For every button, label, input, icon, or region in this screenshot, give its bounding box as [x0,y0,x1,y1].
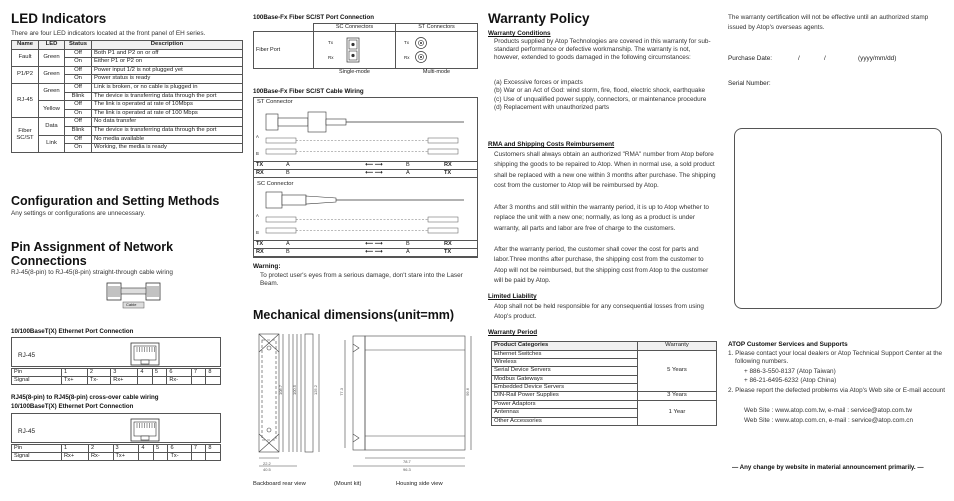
st-connector-cell [396,32,478,69]
signal-label: Signal [12,452,62,460]
tx-label: Tx [404,40,409,45]
led-name-fiber: Fiber SC/ST [12,118,39,152]
pin-number: 4 [139,445,154,453]
eth-connection-title-2: 10/100BaseT(X) Ethernet Port Connection [11,403,134,410]
pin-signal: Rx+ [111,376,138,384]
pin-table-cross [11,444,221,461]
warning-title: Warning: [253,263,281,270]
product-category: Power Adaptors [492,400,638,408]
st-port-icon [414,35,428,65]
support-phone-china: + 86-21-6495-6232 (Atop China) [744,377,837,384]
pin-signal [206,452,221,460]
led-description: The device is transferring data through the port [92,126,243,135]
warranty-header: Warranty [638,342,717,351]
purchase-date-label: Purchase Date: [728,55,773,62]
tx-label: Tx [328,40,333,45]
led-table [11,40,243,153]
st-connector-label: ST Connector [257,99,293,105]
cross-over-title: RJ45(8-pin) to RJ45(8-pin) cross-over cable wiring [11,394,159,401]
product-categories-header: Product Categories [492,342,638,351]
pin-number: 7 [191,445,206,453]
column-fiber-mechanical [253,0,478,501]
st-connectors-header: ST Connectors [396,24,478,32]
wire-arrow: ⟵ ⟶ [344,169,404,177]
wire-arrow: ⟵ ⟶ [344,241,404,249]
led-description: Power input 1/2 is not plugged yet [92,66,243,75]
limited-liability-title: Limited Liability [488,293,537,300]
column-certification-support [728,0,950,501]
column-warranty [488,0,720,501]
warranty-title: Warranty Policy [488,11,590,26]
st-cable-drawing [258,134,473,160]
wire-a: A [284,241,344,249]
wire-rx: RX [254,169,284,177]
product-category: Antennas [492,409,638,417]
serial-number-label: Serial Number: [728,80,771,87]
wire-a: A [284,162,344,170]
pin-number: 8 [206,369,221,377]
date-format: (yyyy/mm/dd) [858,55,897,62]
wire-rx: RX [442,241,477,249]
rj45-label: RJ-45 [18,352,36,359]
support-phone-taiwan: + 886-3-550-8137 (Atop Taiwan) [744,368,836,375]
warranty-conditions-text: Products supplied by Atop Technologies are covered in this warranty for sub-standard performance or defective workmanship. The warranty is not, however, extended to goods damaged in the following circumstances: [494,38,711,61]
wire-rx: RX [442,162,477,170]
rx-label: Rx [328,55,334,60]
led-description: Link is broken, or no cable is plugged in [92,83,243,92]
sc-b-left: B [256,230,259,235]
led-intro: There are four LED indicators located at the front panel of EH series. [11,30,206,37]
pin-number: 6 [167,369,192,377]
product-category: Wireless [492,358,638,366]
pin-number: 5 [153,445,168,453]
pin-number: 8 [206,445,221,453]
wire-b: B [404,241,442,249]
backboard-caption: Backboard rear view [253,481,306,487]
dim-label: 77.3 [339,388,344,396]
st-b-left: B [256,151,259,156]
pin-signal: Rx+ [62,452,89,460]
cable-label: Cable [126,302,137,307]
warranty-duration: 1 Year [638,400,717,425]
pin-number: 6 [168,445,191,453]
wire-a: A [404,169,442,177]
pin-number: 3 [111,369,138,377]
led-status: Off [65,66,92,75]
product-category: Serial Device Servers [492,367,638,375]
led-status: Off [65,83,92,92]
pin-number: 2 [89,445,114,453]
dim-label: 22.2 [263,461,271,466]
config-text: Any settings or configurations are unnecessary. [11,210,146,217]
pin-signal [138,376,153,384]
led-description: No data transfer [92,118,243,127]
wire-tx: TX [254,241,284,249]
pin-label: Pin [12,445,62,453]
wire-a: A [404,248,442,256]
led-status: Off [65,135,92,144]
mount-caption: (Mount kit) [334,481,362,487]
dim-label: 125.2 [313,385,318,396]
multi-mode-label: Multi-mode [422,69,451,76]
led-description: Power status is ready [92,75,243,84]
date-separator: / [798,55,800,62]
pin-signal [191,452,206,460]
footer-note: — Any change by website in material announcement primarily. — [732,464,924,471]
support-item-1: 1. Please contact your local dealers or Atop Technical Support Center at the following numbers. [728,350,943,365]
rj45-jack-icon [130,342,160,366]
pin-signal: Tx- [168,452,191,460]
dim-label: 108.7 [278,385,283,396]
st-connector-drawing [264,106,469,136]
led-type: Data [39,118,65,135]
dim-label: 96.3 [403,467,411,472]
dim-label: 100.5 [292,385,297,396]
sc-connector-drawing [264,187,469,213]
rma-paragraph-2: After 3 months and still within the warranty period, it is up to Atop whether to replace the unit with a new one; normally, as long as a product is under warranty, all parts and labor are free of charge to the customers. [494,204,709,232]
led-name-p1p2: P1/P2 [12,66,39,83]
warning-text: To protect user's eyes from a serious damage, don't stare into the Laser Beam. [260,272,463,287]
config-title: Configuration and Setting Methods [11,194,220,208]
rj45-straight-box [11,337,221,367]
condition-item: (b) War or an Act of God: wind storm, fire, flood, electric shock, earthquake [494,87,706,95]
pin-signal [153,452,168,460]
product-category: DIN-Rail Power Supplies [492,392,638,400]
certification-text: The warranty certification will not be effective until an authorized stamp issued by Atop's overseas agents. [728,14,929,31]
mechanical-drawing [253,330,478,478]
led-description: Both P1 and P2 on or off [92,49,243,58]
fiber-port-table [253,23,478,77]
sc-wiring-table [254,240,477,257]
signal-label: Signal [12,376,62,384]
st-wiring-table [254,161,477,178]
rma-paragraph-3: After the warranty period, the customer shall cover the cost for parts and labor.Three months after purchase, the shipping cost from the customer to Atop will not be reimbursed, but the shipping cost from Atop to the customer will be paid by Atop. [494,246,709,284]
condition-item: (a) Excessive forces or impacts [494,79,583,86]
sc-connectors-header: SC Connectors [314,24,396,32]
rx-label: Rx [404,55,410,60]
sc-a-left: A [256,213,259,218]
condition-item: (c) Use of unqualified power supply, connectors, or maintenance procedure [494,95,707,103]
warranty-duration: 5 Years [638,350,717,392]
rma-title: RMA and Shipping Costs Reimbursement [488,141,615,148]
support-item-2: 2. Please report the defected problems via Atop's Web site or E-mail account [728,387,946,394]
led-color: Green [39,66,65,83]
wire-arrow: ⟵ ⟶ [344,162,404,170]
wire-tx: TX [442,248,477,256]
pin-number: 5 [152,369,167,377]
wire-b: B [284,248,344,256]
led-status: Blink [65,92,92,101]
empty-cell [254,24,314,32]
sc-connector-label: SC Connector [257,181,294,187]
led-title: LED Indicators [11,11,107,26]
led-status: Off [65,101,92,110]
led-description: No media available [92,135,243,144]
product-category: Ethernet Switches [492,350,638,358]
rj45-label: RJ-45 [18,428,36,435]
pin-number: 1 [62,445,89,453]
wire-arrow: ⟵ ⟶ [344,248,404,256]
pin-number: 2 [87,369,110,377]
mechanical-title: Mechanical dimensions(unit=mm) [253,308,455,322]
led-status: On [65,58,92,67]
limited-liability-text: Atop shall not be held responsible for any consequential losses from using Atop's product. [494,303,704,320]
pin-table-straight [11,368,221,385]
support-title: ATOP Customer Services and Supports [728,341,848,348]
rj45-cross-box [11,413,221,443]
rj45-jack-icon [130,418,160,442]
led-header-status: Status [65,41,92,50]
single-mode-label: Single-mode [339,69,370,76]
led-color: Green [39,83,65,100]
pin-number: 3 [113,445,139,453]
condition-item: (d) Replacement with unauthorized parts [494,103,610,111]
product-category: Other Accessories [492,417,638,425]
led-color: Yellow [39,101,65,118]
pin-signal: Rx- [89,452,114,460]
pin-signal: Tx- [87,376,110,384]
dim-label: 78.7 [403,459,411,464]
column-led-config-pin [11,0,243,501]
led-header-name: Name [12,41,39,50]
dim-label: 40.5 [263,467,271,472]
led-status: On [65,75,92,84]
pin-signal: Rx- [167,376,192,384]
warranty-period-table [491,341,717,426]
led-status: On [65,109,92,118]
led-status: Blink [65,126,92,135]
led-name-rj45: RJ-45 [12,83,39,117]
pin-signal [139,452,154,460]
fiber-cable-title: 100Base-Fx Fiber SC/ST Cable Wiring [253,88,364,95]
pin-text: RJ-45(8-pin) to RJ-45(8-pin) straight-through cable wiring [11,269,173,276]
led-description: Either P1 or P2 on [92,58,243,67]
support-web-china: Web Site : www.atop.com.cn, e-mail : service@atop.com.cn [744,417,914,424]
wire-tx: TX [254,162,284,170]
led-header-description: Description [92,41,243,50]
cable-diagram [106,280,161,310]
pin-number: 7 [191,369,206,377]
pin-number: 4 [138,369,153,377]
pin-number: 1 [62,369,88,377]
fiber-cable-box [253,97,478,258]
housing-caption: Housing side view [396,481,443,487]
warranty-period-title: Warranty Period [488,329,538,336]
pin-signal [152,376,167,384]
pin-title: Pin Assignment of Network Connections [11,240,174,269]
sc-cable-drawing [258,213,473,239]
pin-signal: Tx+ [62,376,88,384]
fiber-port-title: 100Base-Fx Fiber SC/ST Port Connection [253,14,375,21]
led-description: Working, the media is ready [92,144,243,153]
wire-rx: RX [254,248,284,256]
led-color: Green [39,49,65,66]
eth-connection-title: 10/100BaseT(X) Ethernet Port Connection [11,328,134,335]
led-status: Off [65,118,92,127]
warranty-conditions-title: Warranty Conditions [488,30,551,37]
wire-b: B [284,169,344,177]
led-description: The link is operated at rate of 100 Mbps [92,109,243,118]
led-description: The link is operated at rate of 10Mbps [92,101,243,110]
rma-paragraph-1: Customers shall always obtain an authorized "RMA" number from Atop before shipping the goods to be repaired to Atop. When in normal use, a sold product shall be replaced with a new one within 3 months after purchase. The shipping cost from the customer to Atop will be reimbursed by Atop. [494,151,716,189]
led-status: Off [65,49,92,58]
st-a-left: A [256,134,259,139]
wire-tx: TX [442,169,477,177]
stamp-area [734,128,942,309]
warranty-duration: 3 Years [638,392,717,400]
sc-connector-cell [314,32,396,69]
product-category: Modbus Gateways [492,375,638,383]
led-name-fault: Fault [12,49,39,66]
pin-signal [191,376,206,384]
pin-signal [206,376,221,384]
fiber-port-label: Fiber Port [254,32,314,69]
led-header-led: LED [39,41,65,50]
led-type: Link [39,135,65,152]
sc-port-icon [346,37,360,63]
warranty-conditions-list [494,79,714,112]
dim-label: 99.6 [465,388,470,396]
support-web-taiwan: Web Site : www.atop.com.tw, e-mail : service@atop.com.tw [744,407,912,414]
pin-signal: Tx+ [113,452,139,460]
wire-b: B [404,162,442,170]
led-status: On [65,144,92,153]
led-description: The device is transferring data through the port [92,92,243,101]
date-separator: / [824,55,826,62]
product-category: Embedded Device Servers [492,384,638,392]
pin-label: Pin [12,369,62,377]
empty-cell [254,69,314,77]
